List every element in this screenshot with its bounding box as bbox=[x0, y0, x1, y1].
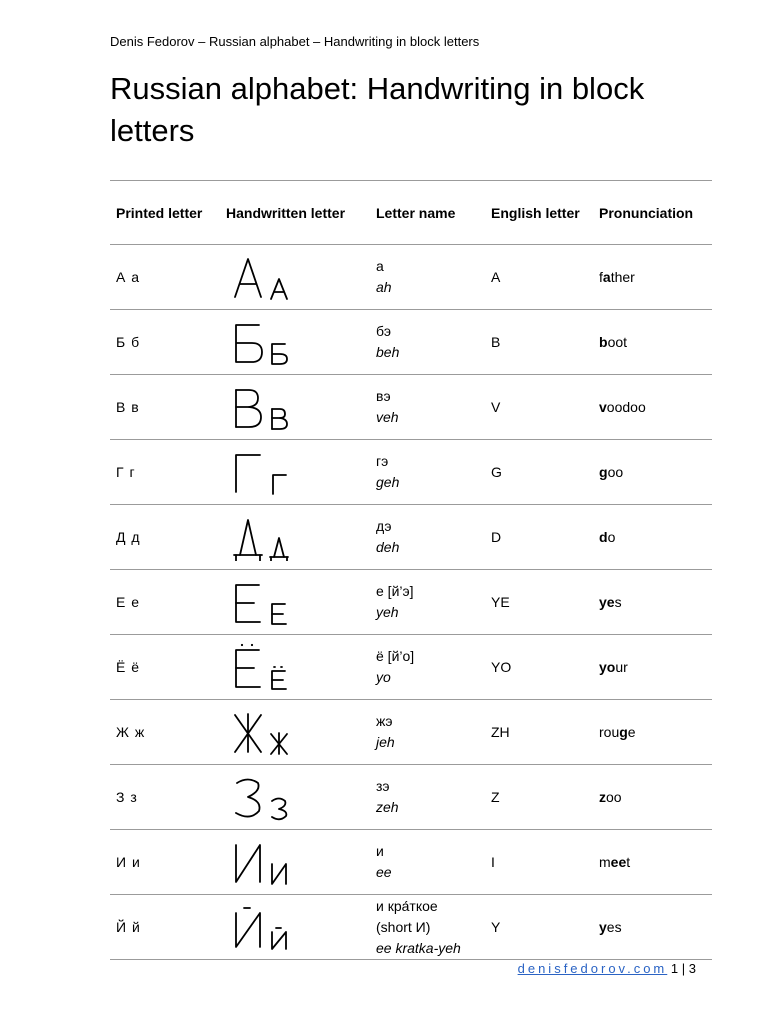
table-row bbox=[110, 375, 712, 440]
handwritten-lowercase-glyph bbox=[267, 923, 289, 951]
handwritten-lowercase-letter bbox=[226, 886, 227, 887]
printed-letter: Й й bbox=[110, 895, 220, 960]
handwritten-letter bbox=[220, 700, 370, 765]
pronunciation bbox=[593, 310, 712, 375]
handwritten-lowercase-letter bbox=[226, 301, 227, 302]
table-row bbox=[110, 700, 712, 765]
printed-letter: В в bbox=[110, 375, 220, 440]
printed-letter: А а bbox=[110, 245, 220, 310]
printed-letter: Ё ё bbox=[110, 635, 220, 700]
letter-name-cyrillic: и bbox=[376, 843, 384, 859]
english-letter: I bbox=[485, 830, 593, 895]
letter-name-cyrillic: дэ bbox=[376, 518, 392, 534]
handwritten-lowercase-letter bbox=[226, 561, 227, 562]
handwritten-lowercase-glyph bbox=[267, 273, 289, 301]
handwritten-uppercase-letter bbox=[226, 886, 227, 887]
handwritten-letter bbox=[220, 830, 370, 895]
letter-name bbox=[370, 440, 485, 505]
handwritten-uppercase-letter bbox=[226, 301, 227, 302]
table-row bbox=[110, 505, 712, 570]
letter-name-cyrillic: е [й’э] bbox=[376, 583, 414, 599]
pronunciation-highlight: d bbox=[599, 529, 608, 545]
printed-letter: Б б bbox=[110, 310, 220, 375]
handwritten-lowercase-letter bbox=[226, 496, 227, 497]
handwritten-uppercase-glyph bbox=[230, 903, 264, 951]
handwritten-lowercase-letter bbox=[226, 951, 227, 952]
pronunciation-highlight: v bbox=[599, 399, 607, 415]
letter-name bbox=[370, 895, 485, 960]
pronunciation-text: oo bbox=[607, 464, 624, 480]
table-row bbox=[110, 310, 712, 375]
handwritten-lowercase-glyph bbox=[267, 468, 289, 496]
letter-name bbox=[370, 765, 485, 830]
handwritten-uppercase-glyph bbox=[230, 513, 264, 561]
printed-letter: Д д bbox=[110, 505, 220, 570]
handwritten-uppercase-glyph bbox=[230, 773, 264, 821]
handwritten-uppercase-letter bbox=[226, 821, 227, 822]
letter-name bbox=[370, 570, 485, 635]
pronunciation-highlight: g bbox=[599, 464, 608, 480]
handwritten-uppercase-glyph bbox=[230, 578, 264, 626]
handwritten-letter bbox=[220, 635, 370, 700]
handwritten-uppercase-glyph bbox=[230, 318, 264, 366]
header-printed-letter: Printed letter bbox=[110, 181, 220, 245]
handwritten-lowercase-glyph bbox=[267, 533, 289, 561]
printed-letter: Г г bbox=[110, 440, 220, 505]
pronunciation-highlight: b bbox=[599, 334, 608, 350]
letter-name-cyrillic: (short И) bbox=[376, 918, 431, 935]
handwritten-uppercase-glyph bbox=[230, 838, 264, 886]
pronunciation-text: e bbox=[627, 724, 636, 740]
letter-name-transliteration: beh bbox=[376, 344, 400, 360]
pronunciation-highlight: y bbox=[599, 919, 607, 935]
letter-name bbox=[370, 830, 485, 895]
letter-name-transliteration: deh bbox=[376, 539, 400, 555]
pronunciation-highlight: z bbox=[599, 789, 606, 805]
english-letter: ZH bbox=[485, 700, 593, 765]
table-row bbox=[110, 895, 712, 960]
letter-name-cyrillic: и кра́ткое bbox=[376, 897, 438, 914]
english-letter: Y bbox=[485, 895, 593, 960]
english-letter: YE bbox=[485, 570, 593, 635]
handwritten-uppercase-letter bbox=[226, 756, 227, 757]
letter-name-cyrillic: вэ bbox=[376, 388, 391, 404]
pronunciation-text: oot bbox=[607, 334, 628, 350]
english-letter: Z bbox=[485, 765, 593, 830]
alphabet-table bbox=[110, 180, 712, 960]
handwritten-letter bbox=[220, 570, 370, 635]
english-letter: D bbox=[485, 505, 593, 570]
pronunciation-text: m bbox=[599, 854, 611, 870]
letter-name-transliteration: ee bbox=[376, 864, 392, 880]
header-handwritten-letter: Handwritten letter bbox=[220, 181, 370, 245]
handwritten-lowercase-letter bbox=[226, 691, 227, 692]
letter-name bbox=[370, 375, 485, 440]
pronunciation-text: oo bbox=[606, 789, 622, 805]
pronunciation-highlight: yo bbox=[599, 659, 616, 675]
printed-letter: И и bbox=[110, 830, 220, 895]
pronunciation bbox=[593, 245, 712, 310]
page-total: 3 bbox=[688, 961, 696, 976]
pronunciation-text: ther bbox=[610, 269, 635, 285]
pronunciation bbox=[593, 440, 712, 505]
handwritten-lowercase-glyph bbox=[267, 793, 289, 821]
letter-name-cyrillic: ё [й’о] bbox=[376, 648, 415, 664]
pronunciation bbox=[593, 895, 712, 960]
handwritten-uppercase-letter bbox=[226, 561, 227, 562]
handwritten-lowercase-glyph bbox=[267, 663, 289, 691]
letter-name-cyrillic: жэ bbox=[376, 713, 393, 729]
handwritten-lowercase-glyph bbox=[267, 858, 289, 886]
pronunciation-text: rou bbox=[599, 724, 620, 740]
pronunciation bbox=[593, 830, 712, 895]
handwritten-letter bbox=[220, 375, 370, 440]
pronunciation-highlight: a bbox=[602, 269, 611, 285]
pronunciation bbox=[593, 635, 712, 700]
letter-name-transliteration: zeh bbox=[376, 799, 399, 815]
handwritten-letter bbox=[220, 895, 370, 960]
handwritten-uppercase-letter bbox=[226, 626, 227, 627]
letter-name bbox=[370, 505, 485, 570]
handwritten-letter bbox=[220, 245, 370, 310]
handwritten-lowercase-letter bbox=[226, 821, 227, 822]
letter-name bbox=[370, 700, 485, 765]
letter-name-transliteration: yo bbox=[376, 669, 391, 685]
handwritten-uppercase-letter bbox=[226, 431, 227, 432]
handwritten-lowercase-glyph bbox=[267, 403, 289, 431]
handwritten-lowercase-letter bbox=[226, 626, 227, 627]
handwritten-letter bbox=[220, 765, 370, 830]
table-row bbox=[110, 245, 712, 310]
letter-name-cyrillic: зэ bbox=[376, 778, 390, 794]
pronunciation-text: o bbox=[607, 529, 616, 545]
pronunciation bbox=[593, 765, 712, 830]
letter-name-transliteration: geh bbox=[376, 474, 400, 490]
pronunciation-text: es bbox=[606, 919, 622, 935]
handwritten-lowercase-letter bbox=[226, 431, 227, 432]
letter-name bbox=[370, 635, 485, 700]
letter-name-transliteration: ah bbox=[376, 279, 392, 295]
site-link[interactable]: denisfedorov.com bbox=[517, 961, 668, 976]
handwritten-uppercase-glyph bbox=[230, 383, 264, 431]
header-english-letter: English letter bbox=[485, 181, 593, 245]
letter-name-cyrillic: а bbox=[376, 258, 384, 274]
table-header-row bbox=[110, 181, 712, 245]
page-number: 1 bbox=[670, 961, 679, 976]
running-header: Denis Fedorov – Russian alphabet – Handwriting in block letters bbox=[110, 34, 480, 49]
handwritten-lowercase-glyph bbox=[267, 338, 289, 366]
handwritten-letter bbox=[220, 310, 370, 375]
handwritten-lowercase-letter bbox=[226, 756, 227, 757]
handwritten-lowercase-glyph bbox=[267, 598, 289, 626]
handwritten-lowercase-letter bbox=[226, 366, 227, 367]
pronunciation-text: s bbox=[614, 594, 622, 610]
letter-name bbox=[370, 310, 485, 375]
pronunciation-text: ur bbox=[615, 659, 628, 675]
letter-name-cyrillic: гэ bbox=[376, 453, 389, 469]
table-row bbox=[110, 440, 712, 505]
header-letter-name: Letter name bbox=[370, 181, 485, 245]
handwritten-uppercase-letter bbox=[226, 951, 227, 952]
letter-name-transliteration: veh bbox=[376, 409, 399, 425]
english-letter: B bbox=[485, 310, 593, 375]
letter-name-transliteration: yeh bbox=[376, 604, 399, 620]
pronunciation-highlight: g bbox=[619, 724, 628, 740]
handwritten-letter bbox=[220, 505, 370, 570]
letter-name-transliteration: ee kratka-yeh bbox=[376, 939, 461, 956]
table-row bbox=[110, 570, 712, 635]
letter-name-cyrillic: бэ bbox=[376, 323, 392, 339]
table-row bbox=[110, 765, 712, 830]
pronunciation-text: oodoo bbox=[606, 399, 646, 415]
english-letter: YO bbox=[485, 635, 593, 700]
handwritten-uppercase-glyph bbox=[230, 643, 264, 691]
handwritten-uppercase-letter bbox=[226, 496, 227, 497]
pronunciation-text: f bbox=[599, 269, 603, 285]
letter-name bbox=[370, 245, 485, 310]
english-letter: A bbox=[485, 245, 593, 310]
english-letter: G bbox=[485, 440, 593, 505]
table-row bbox=[110, 635, 712, 700]
header-pronunciation: Pronunciation bbox=[593, 181, 712, 245]
handwritten-uppercase-glyph bbox=[230, 448, 264, 496]
handwritten-uppercase-letter bbox=[226, 366, 227, 367]
pronunciation-highlight: ye bbox=[599, 594, 615, 610]
handwritten-lowercase-glyph bbox=[267, 728, 289, 756]
pronunciation bbox=[593, 505, 712, 570]
pronunciation bbox=[593, 700, 712, 765]
pronunciation bbox=[593, 375, 712, 440]
printed-letter: Ж ж bbox=[110, 700, 220, 765]
handwritten-uppercase-glyph bbox=[230, 708, 264, 756]
table-row bbox=[110, 830, 712, 895]
pronunciation-highlight: ee bbox=[610, 854, 627, 870]
handwritten-uppercase-letter bbox=[226, 691, 227, 692]
printed-letter: Е е bbox=[110, 570, 220, 635]
pronunciation bbox=[593, 570, 712, 635]
page-footer bbox=[518, 961, 696, 976]
handwritten-uppercase-glyph bbox=[230, 253, 264, 301]
page-title: Russian alphabet: Handwriting in block letters bbox=[110, 71, 645, 148]
handwritten-letter bbox=[220, 440, 370, 505]
letter-name-transliteration: jeh bbox=[376, 734, 395, 750]
pronunciation-text: t bbox=[626, 854, 631, 870]
alphabet-rows bbox=[110, 245, 712, 960]
english-letter: V bbox=[485, 375, 593, 440]
page-separator: | bbox=[681, 961, 686, 976]
printed-letter: З з bbox=[110, 765, 220, 830]
